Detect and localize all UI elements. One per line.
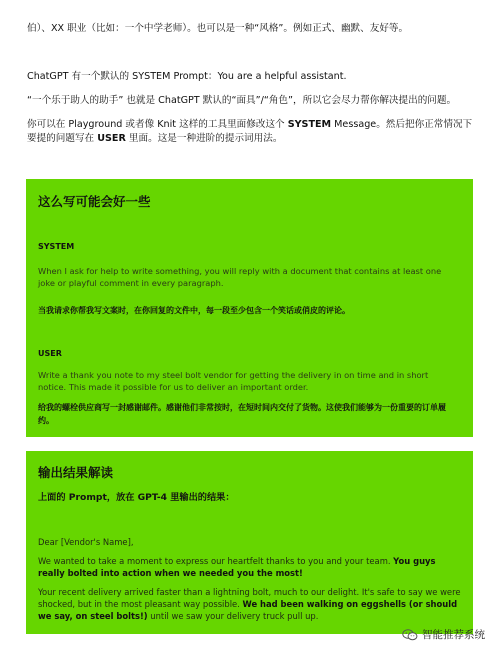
keyword-user: USER [97, 133, 126, 144]
letter-paragraph-2 [38, 586, 463, 622]
text-segment: 你可以在 Playground 或者像 Knit 这样的工具里面修改这个 [27, 119, 288, 130]
text-segment: 里面。这是一种进阶的提示词用法。 [125, 133, 283, 144]
watermark-text: 智能推荐系统 [422, 629, 485, 641]
user-text: Write a thank you note to my steel bolt vendor for getting the delivery in on time and in short notice. This made it possible for us to deliver an important order. [38, 370, 429, 392]
text-segment: We wanted to take a moment to express our heartfelt thanks to you and your team. [38, 556, 394, 566]
paragraph-default-prompt: ChatGPT 有一个默认的 SYSTEM Prompt：You are a helpful assistant. [27, 71, 347, 82]
user-translation: 给我的螺栓供应商写一封感谢邮件。感谢他们非常按时，在短时间内交付了货物。这使我们能够为一份重要的订单履约。 [38, 403, 446, 425]
box-title: 输出结果解读 [38, 465, 114, 480]
example-prompt-box [26, 179, 473, 437]
paragraph-system-message [27, 118, 477, 146]
letter-greeting: Dear [Vendor's Name], [38, 537, 134, 547]
system-label: SYSTEM [38, 242, 75, 251]
system-translation: 当我请求你帮我写文案时，在你回复的文件中，每一段至少包含一个笑话或俏皮的评论。 [38, 306, 350, 315]
text-segment: Message。然后把你正常情况下要提的问题写在 [27, 119, 473, 144]
user-label: USER [38, 349, 62, 358]
paragraph-intro: 伯）、XX 职业（比如：一个中学老师）。也可以是一种“风格”。例如正式、幽默、友好等。 [27, 23, 409, 34]
output-result-box [26, 451, 473, 634]
watermark [402, 627, 485, 642]
keyword-system: SYSTEM [287, 119, 332, 130]
wechat-icon [402, 629, 418, 641]
system-text: When I ask for help to write something, you will reply with a document that contains at least one joke or playful comment in every paragraph. [38, 266, 442, 288]
letter-paragraph-1 [38, 555, 463, 579]
paragraph-helpful-assistant: “一个乐于助人的助手” 也就是 ChatGPT 默认的“面具”/“角色”，所以它会尽力帮你解决提出的问题。 [27, 95, 457, 106]
highlight-text: You guys really bolted into action when we needed you the most! [38, 556, 436, 578]
box-subtitle: 上面的 Prompt，放在 GPT-4 里输出的结果： [38, 492, 235, 503]
text-segment: until we saw your delivery truck pull up. [147, 611, 319, 621]
highlight-text: We had been walking on eggshells (or should we say, on steel bolts!) [38, 599, 458, 621]
box-title: 这么写可能会好一些 [38, 194, 151, 209]
text-segment: Your recent delivery arrived faster than a lightning bolt, much to our delight. It's safe to say we were shocked, but in the most pleasant way possible. [38, 587, 461, 609]
